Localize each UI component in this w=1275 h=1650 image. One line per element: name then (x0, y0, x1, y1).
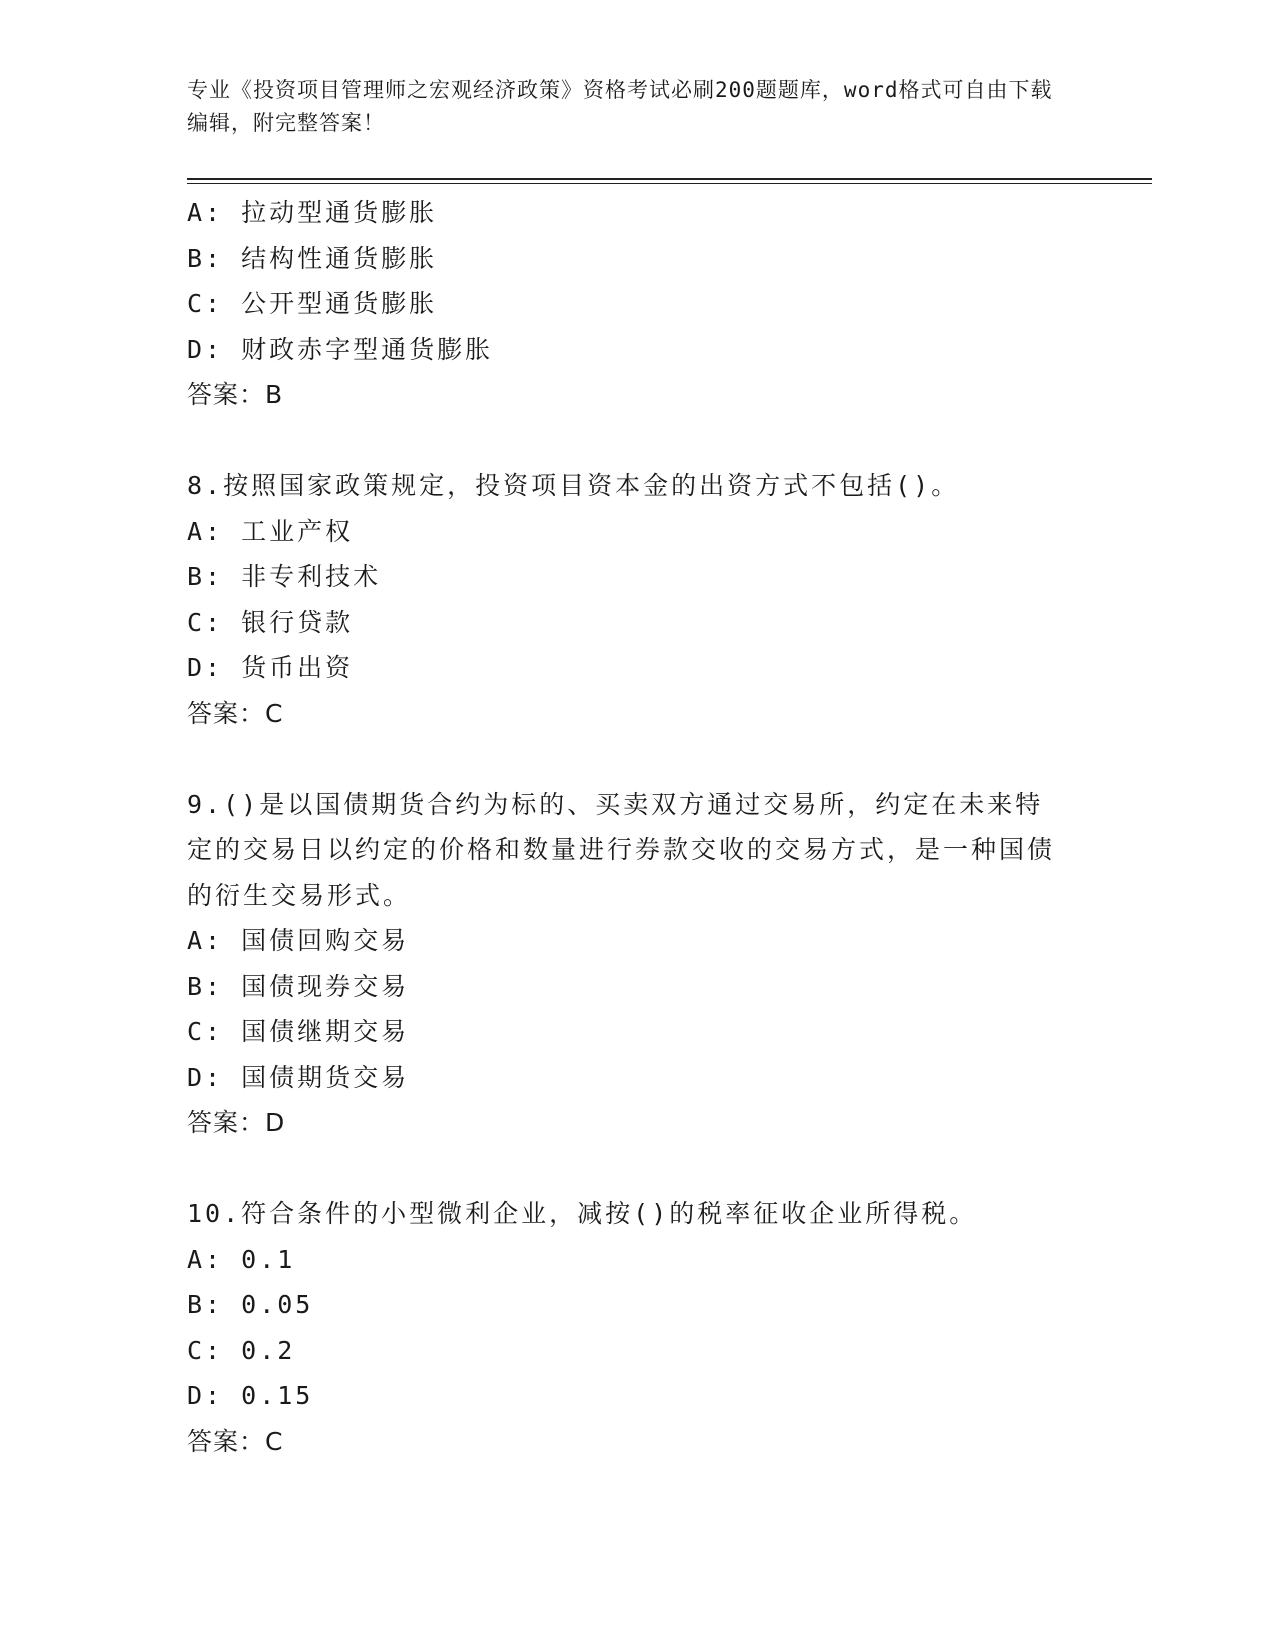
option-a: A: 拉动型通货膨胀 (187, 198, 438, 227)
option-b: B: 0.05 (187, 1290, 314, 1319)
question-list (187, 190, 1067, 1464)
spacer (187, 736, 1067, 782)
question-stem: 9.()是以国债期货合约为标的、买卖双方通过交易所，约定在未来特定的交易日以约定的价格和数量进行券款交收的交易方式，是一种国债的衍生交易形式。 (187, 789, 1056, 910)
option-d: D: 财政赤字型通货膨胀 (187, 334, 494, 364)
document-header: 专业《投资项目管理师之宏观经济政策》资格考试必刷200题题库，word格式可自由下载编辑，附完整答案！ (187, 78, 1053, 135)
option-a: A: 国债回购交易 (187, 926, 410, 955)
question-7 (187, 190, 1067, 418)
option-b: B: 国债现券交易 (187, 971, 410, 1001)
answer: 答案：C (187, 698, 284, 728)
option-c: C: 国债继期交易 (187, 1017, 410, 1046)
option-c: C: 0.2 (187, 1335, 296, 1365)
option-b: B: 非专利技术 (187, 562, 382, 591)
question-stem: 8.按照国家政策规定，投资项目资本金的出资方式不包括()。 (187, 471, 960, 500)
spacer (187, 1146, 1067, 1192)
answer: 答案：D (187, 1108, 286, 1137)
question-stem: 10.符合条件的小型微利企业，减按()的税率征收企业所得税。 (187, 1199, 978, 1228)
spacer (187, 418, 1067, 464)
option-b: B: 结构性通货膨胀 (187, 243, 438, 273)
option-d: D: 国债期货交易 (187, 1062, 410, 1092)
header-divider (187, 178, 1152, 180)
option-d: D: 货币出资 (187, 653, 354, 682)
option-c: C: 银行贷款 (187, 607, 354, 637)
header-divider-thin (187, 183, 1152, 184)
question-10 (187, 1191, 1067, 1464)
question-9 (187, 782, 1067, 1146)
question-8 (187, 463, 1067, 736)
option-d: D: 0.15 (187, 1381, 314, 1410)
option-a: A: 工业产权 (187, 516, 354, 546)
option-a: A: 0.1 (187, 1244, 296, 1274)
answer: 答案：C (187, 1426, 284, 1456)
option-c: C: 公开型通货膨胀 (187, 289, 438, 318)
answer: 答案：B (187, 380, 284, 409)
